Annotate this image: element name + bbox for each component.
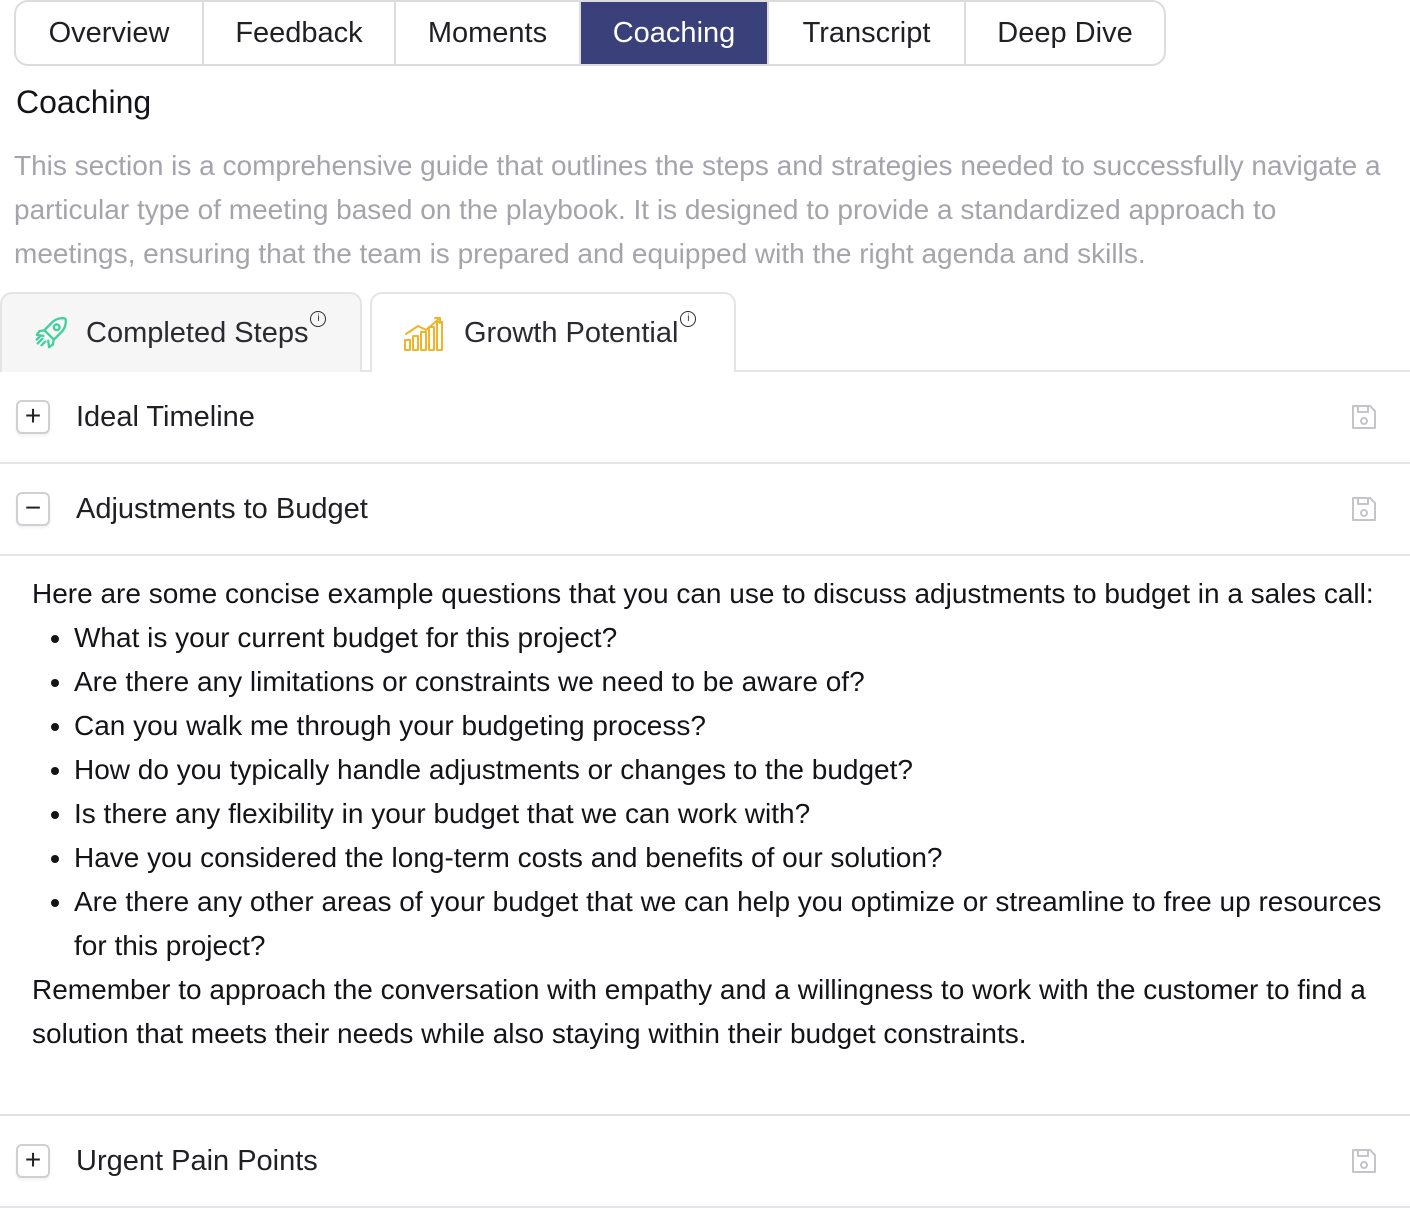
save-icon[interactable]: [1350, 403, 1378, 431]
tab-transcript[interactable]: Transcript: [769, 2, 966, 64]
list-item: • Can you walk me through your budgeting process?: [74, 704, 1382, 748]
subtab-growth-potential[interactable]: [370, 292, 736, 372]
section-description: This section is a comprehensive guide that outlines the steps and strategies needed to successfully navigate a particular type of meeting based on the playbook. It is designed to provide a standardized approach to meetings, ensuring that the team is prepared and equipped with the right agenda and skills.: [14, 150, 1381, 269]
accordion-label[interactable]: Urgent Pain Points: [76, 1144, 318, 1177]
page-title: Coaching: [16, 84, 152, 120]
tab-coaching[interactable]: Coaching: [581, 2, 769, 64]
plus-icon: +: [24, 399, 42, 431]
question-list: [32, 616, 1382, 968]
tab-feedback[interactable]: Feedback: [204, 2, 396, 64]
save-icon[interactable]: [1350, 495, 1378, 523]
tab-moments[interactable]: Moments: [396, 2, 581, 64]
expand-button[interactable]: [16, 400, 50, 434]
plus-icon: +: [24, 1143, 42, 1175]
subtab-growth-potential-label: Growth Potential: [464, 316, 679, 349]
tab-deep-dive[interactable]: Deep Dive: [997, 16, 1133, 49]
accordion-item-ideal-timeline: [0, 372, 1410, 464]
accordion-item-adjustments-to-budget: [0, 464, 1410, 556]
main-tab-bar: [14, 0, 1166, 66]
accordion-label[interactable]: Adjustments to Budget: [76, 492, 368, 525]
list-item: • Are there any limitations or constraints we need to be aware of?: [74, 660, 1382, 704]
list-item: • How do you typically handle adjustments or changes to the budget?: [74, 748, 1382, 792]
content-closing: Remember to approach the conversation with empathy and a willingness to work with the customer to find a solution that meets their needs while also staying within their budget constraints.: [32, 974, 1366, 1049]
info-icon[interactable]: i: [310, 311, 326, 327]
save-icon[interactable]: [1350, 1147, 1378, 1175]
accordion-item-urgent-pain-points: [0, 1116, 1410, 1208]
rocket-icon: [32, 314, 70, 352]
minus-icon: −: [24, 491, 42, 523]
accordion-label[interactable]: Ideal Timeline: [76, 400, 255, 433]
subtab-completed-steps-label: Completed Steps: [86, 316, 309, 349]
expand-button[interactable]: [16, 1144, 50, 1178]
list-item: • Are there any other areas of your budget that we can help you optimize or streamline to free up resources for this project?: [74, 880, 1382, 968]
subtab-completed-steps[interactable]: [0, 292, 362, 372]
tab-overview[interactable]: Overview: [16, 2, 204, 64]
list-item: • What is your current budget for this project?: [74, 616, 1382, 660]
accordion-content: [32, 572, 1382, 1056]
sub-tab-bar: [0, 292, 1410, 372]
list-item: • Is there any flexibility in your budget that we can work with?: [74, 792, 1382, 836]
list-item: • Have you considered the long-term costs and benefits of our solution?: [74, 836, 1382, 880]
info-icon[interactable]: i: [680, 311, 696, 327]
bar-chart-growth-icon: [402, 314, 448, 352]
collapse-button[interactable]: [16, 492, 50, 526]
content-intro: Here are some concise example questions that you can use to discuss adjustments to budget in a sales call:: [32, 578, 1374, 609]
